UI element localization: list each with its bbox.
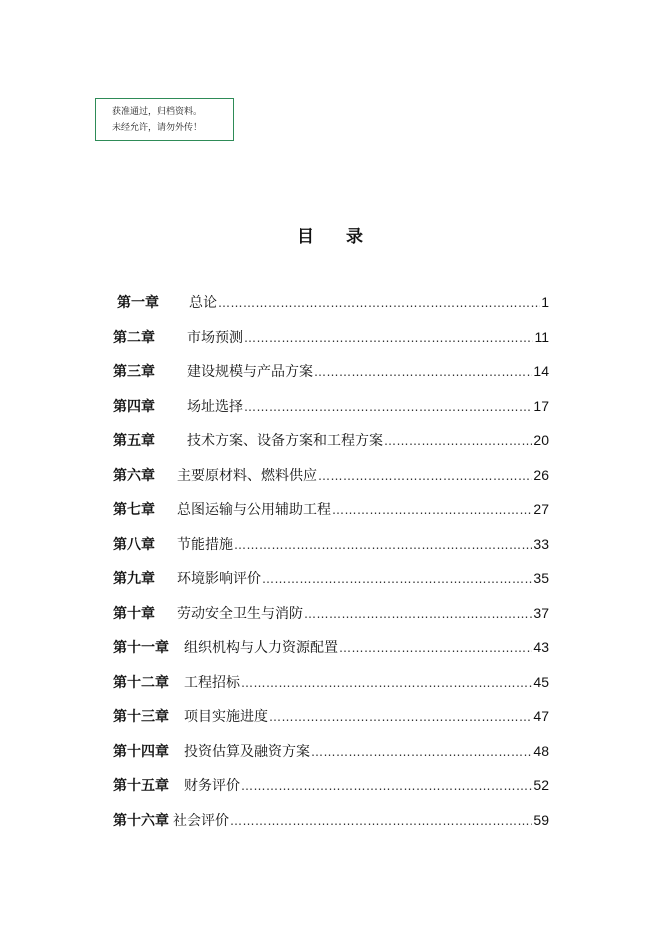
toc-page-number: 45 (533, 674, 549, 690)
toc-chapter-title: 主要原材料、燃料供应 (177, 468, 317, 484)
toc-entry[interactable] (113, 396, 549, 418)
toc-title-part-1: 目 (297, 227, 316, 247)
toc-title-part-2: 录 (346, 227, 365, 247)
toc-page-number: 33 (533, 536, 549, 552)
toc-entry[interactable] (113, 672, 549, 694)
toc-leader-dots (269, 710, 532, 724)
toc-leader-dots (332, 503, 532, 517)
toc-chapter-title: 组织机构与人力资源配置 (184, 640, 338, 656)
toc-chapter-label: 第二章 (113, 330, 155, 346)
toc-chapter-label: 第十六章 (113, 813, 169, 829)
toc-leader-dots (304, 607, 532, 621)
toc-leader-dots (314, 365, 532, 379)
toc-leader-dots (339, 641, 532, 655)
toc-page-number: 14 (533, 363, 549, 379)
toc-chapter-label: 第十二章 (113, 675, 169, 691)
toc-chapter-label: 第一章 (117, 295, 159, 311)
toc-entry[interactable] (113, 706, 549, 728)
toc-entry[interactable] (113, 603, 549, 625)
toc-chapter-title: 劳动安全卫生与消防 (177, 606, 303, 622)
toc-chapter-label: 第十四章 (113, 744, 169, 760)
toc-chapter-title: 市场预测 (187, 330, 243, 346)
toc-leader-dots (318, 469, 532, 483)
toc-page-number: 17 (533, 398, 549, 414)
toc-chapter-label: 第十章 (113, 606, 155, 622)
toc-leader-dots (244, 331, 533, 345)
toc-entry[interactable] (113, 430, 549, 452)
toc-page-number: 11 (534, 329, 549, 345)
toc-entry[interactable] (113, 327, 549, 349)
toc-page-number: 27 (533, 501, 549, 517)
toc-chapter-label: 第四章 (113, 399, 155, 415)
toc-page-number: 35 (533, 570, 549, 586)
toc-page-number: 59 (533, 812, 549, 828)
toc-chapter-title: 建设规模与产品方案 (187, 364, 313, 380)
toc-page-number: 43 (533, 639, 549, 655)
toc-entry[interactable] (113, 810, 549, 832)
toc-chapter-label: 第八章 (113, 537, 155, 553)
approval-notice-box (95, 98, 234, 141)
toc-leader-dots (244, 400, 532, 414)
toc-leader-dots (218, 296, 540, 310)
toc-chapter-title: 总图运输与公用辅助工程 (177, 502, 331, 518)
toc-chapter-title: 技术方案、设备方案和工程方案 (187, 433, 383, 449)
toc-chapter-title: 财务评价 (184, 778, 240, 794)
toc-entry[interactable] (113, 775, 549, 797)
toc-chapter-title: 场址选择 (187, 399, 243, 415)
toc-entry[interactable] (113, 499, 549, 521)
toc-leader-dots (262, 572, 532, 586)
notice-line-1: 获准通过，归档资料。 (112, 107, 203, 117)
toc-chapter-label: 第十三章 (113, 709, 169, 725)
toc-chapter-label: 第七章 (113, 502, 155, 518)
toc-leader-dots (230, 814, 532, 828)
toc-leader-dots (234, 538, 532, 552)
toc-page-number: 48 (533, 743, 549, 759)
toc-chapter-title: 总论 (189, 295, 217, 311)
toc-entry[interactable] (113, 637, 549, 659)
toc-entry[interactable] (117, 292, 549, 314)
toc-page-number: 1 (541, 294, 549, 310)
toc-entry[interactable] (113, 534, 549, 556)
toc-page-number: 52 (533, 777, 549, 793)
toc-chapter-label: 第十五章 (113, 778, 169, 794)
toc-title (0, 222, 662, 247)
toc-page-number: 26 (533, 467, 549, 483)
toc-chapter-label: 第六章 (113, 468, 155, 484)
toc-entry[interactable] (113, 465, 549, 487)
toc-chapter-title: 项目实施进度 (184, 709, 268, 725)
toc-leader-dots (384, 434, 532, 448)
toc-page-number: 20 (533, 432, 549, 448)
toc-leader-dots (241, 779, 532, 793)
toc-entry[interactable] (113, 741, 549, 763)
toc-leader-dots (311, 745, 532, 759)
toc-chapter-label: 第三章 (113, 364, 155, 380)
toc-entry[interactable] (113, 361, 549, 383)
toc-chapter-title: 节能措施 (177, 537, 233, 553)
toc-chapter-label: 第九章 (113, 571, 155, 587)
toc-chapter-title: 环境影响评价 (177, 571, 261, 587)
toc-chapter-label: 第十一章 (113, 640, 169, 656)
toc-chapter-title: 工程招标 (184, 675, 240, 691)
toc-page-number: 47 (533, 708, 549, 724)
toc-leader-dots (241, 676, 532, 690)
toc-chapter-title: 投资估算及融资方案 (184, 744, 310, 760)
toc-page-number: 37 (533, 605, 549, 621)
toc-chapter-label: 第五章 (113, 433, 155, 449)
toc-entry[interactable] (113, 568, 549, 590)
toc-chapter-title: 社会评价 (173, 813, 229, 829)
notice-line-2: 未经允许，请勿外传！ (112, 123, 203, 133)
